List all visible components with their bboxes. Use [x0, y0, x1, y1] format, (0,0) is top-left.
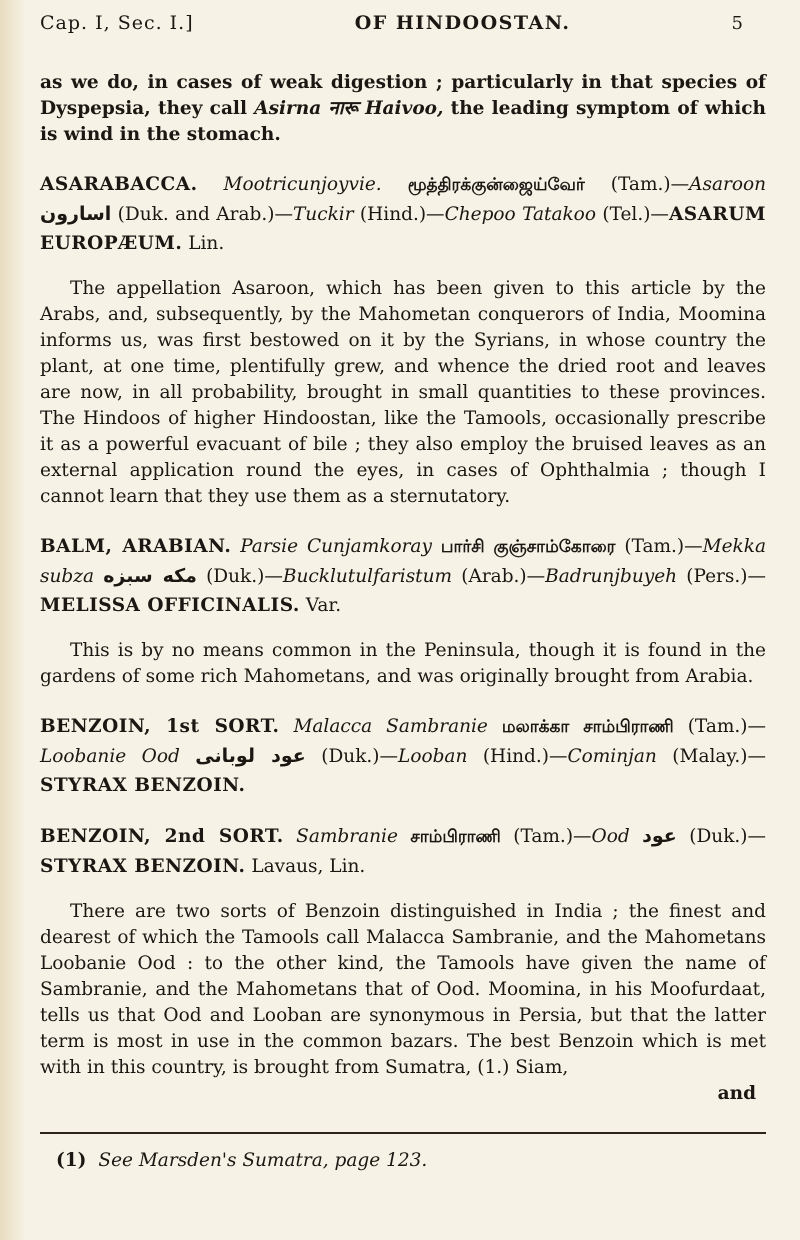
botanical-name: MELISSA OFFICINALIS.	[40, 595, 300, 616]
entry-description	[40, 638, 766, 690]
tamil-script-name: மலாக்கா சாம்பிராணி	[501, 717, 674, 737]
running-head-section: Cap. I, Sec. I.]	[40, 12, 194, 34]
entry-head-text: (Duk.)—	[305, 746, 399, 767]
entry-head-text: (Pers.)—	[677, 566, 766, 587]
entry-asarabacca	[40, 170, 766, 510]
catchword: and	[717, 1083, 756, 1104]
intro-text-after: the leading symptom of which is wind in the stomach.	[40, 98, 766, 145]
entry-head-text: (Malay.)—	[656, 746, 767, 767]
entry-description-text: This is by no means common in the Peninsula, though it is found in the gardens of some rich Mahometans, and was originally brought from Arabia.	[40, 640, 766, 687]
entry-head-text: (Duk. and Arab.)—	[111, 204, 293, 225]
vernacular-name: Mekka subza	[40, 536, 766, 587]
arabic-script-name: عود لوبانی	[195, 745, 306, 767]
entry-head-text: (Duk.)—	[196, 566, 283, 587]
entry-head-text: (Tam.)—	[615, 536, 703, 557]
page-number: 5	[731, 13, 744, 34]
tamil-script-name: சாம்பிராணி	[410, 827, 501, 847]
vernacular-name: Sambranie	[283, 826, 411, 847]
arabic-script-name: عود	[642, 825, 677, 847]
footnote	[56, 1150, 427, 1171]
entry-head-text: Lin.	[182, 233, 225, 254]
botanical-name: STYRAX BENZOIN.	[40, 856, 246, 877]
entry-description	[40, 899, 766, 1107]
vernacular-name: Chepoo Tatakoo	[444, 204, 596, 225]
entry-description-text: There are two sorts of Benzoin distinguished in India ; the finest and dearest of which the Tamools call Malacca Sambranie, and the Mahometans Loobanie Ood : to the other kind, the Tamools have given the name of Sambranie, and the Mahometans that of Ood. Moomina, in his Moofurdaat, tells us that Ood and Looban are synonymous in Persia, but that the latter term is most in use in the common bazars. The best Benzoin which is met with in this country, is brought from Sumatra, (1.) Siam,	[40, 901, 766, 1078]
entry-head-text: (Tam.)—	[500, 826, 592, 847]
tamil-script-name: மூத்திரக்குன்ஜைய்வேர்	[407, 175, 585, 195]
entry-heading	[40, 170, 766, 258]
entry-heading	[40, 712, 766, 800]
vernacular-name: Loobanie Ood	[40, 746, 196, 767]
intro-text-before: as we do, in cases of weak digestion ; particularly in that species of Dyspepsia, they call	[40, 72, 766, 119]
entry-heading	[40, 532, 766, 620]
vernacular-name: Badrunjbuyeh	[545, 566, 678, 587]
entry-head-text: (Duk.)—	[676, 826, 767, 847]
vernacular-name: Bucklutulfaristum	[282, 566, 453, 587]
footnote-text: See Marsden's Sumatra, page 123.	[98, 1150, 428, 1171]
intro-paragraph	[40, 70, 766, 148]
entry-description	[40, 276, 766, 510]
entry-head-text: Lavaus, Lin.	[245, 856, 366, 877]
vernacular-name: Cominjan	[567, 746, 657, 767]
entry-headword: BALM, ARABIAN.	[40, 536, 232, 557]
footnote-label: (1)	[56, 1150, 87, 1171]
running-head-title: OF HINDOOSTAN.	[354, 12, 571, 34]
entry-benzoin-2nd	[40, 822, 766, 1107]
arabic-script-name: اسارون	[40, 203, 112, 225]
vernacular-name: Malacca Sambranie	[279, 716, 502, 737]
entry-head-text: (Tel.)—	[595, 204, 669, 225]
entry-benzoin-1st	[40, 712, 766, 800]
entry-head-text: Var.	[299, 595, 342, 616]
running-head	[40, 8, 766, 52]
vernacular-name: Looban	[398, 746, 468, 767]
entry-headword: BENZOIN, 2nd SORT.	[40, 826, 284, 847]
entry-description-text: The appellation Asaroon, which has been given to this article by the Arabs, and, subsequently, by the Mahometan conquerors of India, Moomina informs us, was first bestowed on it by the Syrians, in whose country the plant, at one time, plentifully grew, and whence the dried root and leaves are now, in all probability, brought in small quantities to these provinces. The Hindoos of higher Hindoostan, like the Tamools, occasionally prescribe it as a powerful evacuant of bile ; they also employ the bruised leaves as an external application round the eyes, in cases of Ophthalmia ; though I cannot learn that they use them as a sternutatory.	[40, 278, 766, 507]
entry-heading	[40, 822, 766, 881]
vernacular-name: Tuckir	[292, 204, 354, 225]
botanical-name: STYRAX BENZOIN.	[40, 775, 246, 796]
entries-list	[40, 170, 766, 1107]
tamil-script-name: பார்சி குஞ்சாம்கோரை	[440, 537, 616, 557]
entry-headword: ASARABACCA.	[40, 174, 198, 195]
arabic-script-name: مکه سبزه	[103, 565, 197, 587]
intro-italic-term: Asirna नारू Haivoo,	[254, 98, 444, 119]
entry-head-text: (Hind.)—	[467, 746, 568, 767]
entry-balm-arabian	[40, 532, 766, 690]
entry-head-text: (Tam.)—	[673, 716, 767, 737]
entry-headword: BENZOIN, 1st SORT.	[40, 716, 280, 737]
vernacular-name: Parsie Cunjamkoray	[231, 536, 441, 557]
vernacular-name: Ood	[591, 826, 643, 847]
vernacular-name: Asaroon	[689, 174, 767, 195]
entry-head-text: (Arab.)—	[452, 566, 546, 587]
botanical-name: ASARUM EUROPÆUM.	[40, 204, 766, 254]
vernacular-name: Mootricunjoyvie.	[197, 174, 408, 195]
entry-head-text: (Hind.)—	[353, 204, 445, 225]
footnote-rule	[40, 1132, 766, 1134]
entry-head-text: (Tam.)—	[584, 174, 690, 195]
